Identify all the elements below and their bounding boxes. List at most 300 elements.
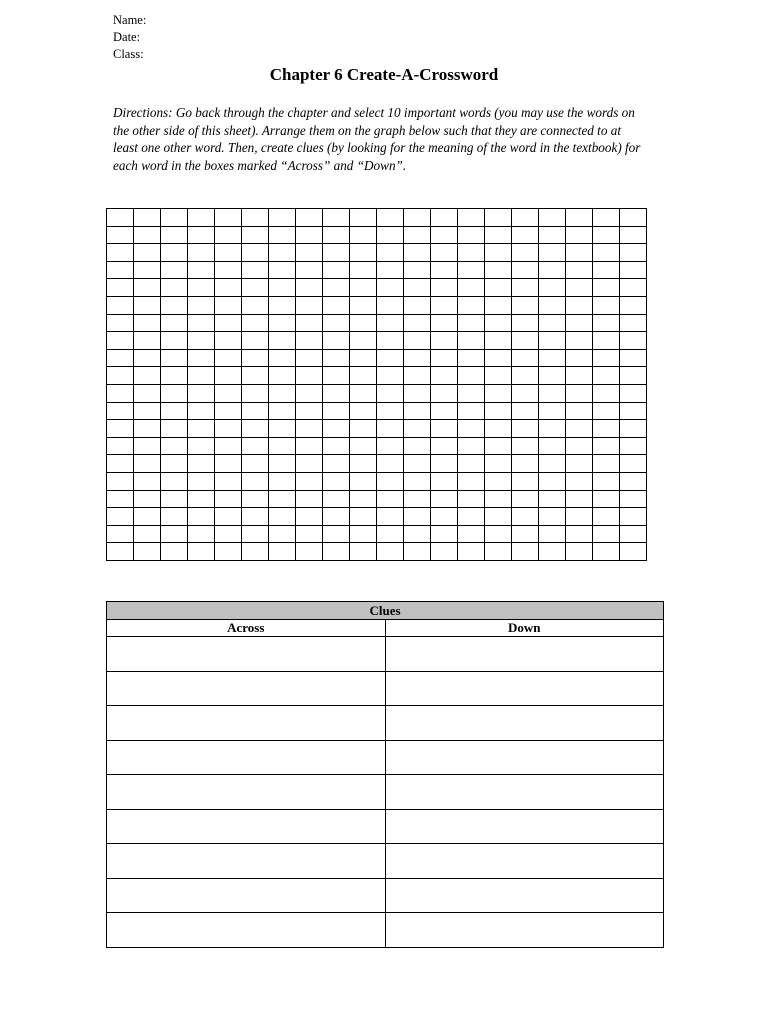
grid-cell[interactable] [350, 402, 377, 420]
grid-cell[interactable] [269, 332, 296, 350]
grid-cell[interactable] [188, 384, 215, 402]
grid-cell[interactable] [134, 420, 161, 438]
grid-cell[interactable] [215, 226, 242, 244]
grid-cell[interactable] [431, 490, 458, 508]
grid-cell[interactable] [242, 226, 269, 244]
grid-cell[interactable] [458, 349, 485, 367]
grid-cell[interactable] [107, 420, 134, 438]
grid-cell[interactable] [188, 296, 215, 314]
grid-cell[interactable] [215, 279, 242, 297]
grid-cell[interactable] [620, 367, 647, 385]
grid-cell[interactable] [485, 437, 512, 455]
grid-cell[interactable] [539, 279, 566, 297]
grid-cell[interactable] [242, 244, 269, 262]
grid-cell[interactable] [377, 490, 404, 508]
grid-cell[interactable] [485, 455, 512, 473]
grid-cell[interactable] [458, 332, 485, 350]
grid-cell[interactable] [458, 472, 485, 490]
grid-cell[interactable] [242, 314, 269, 332]
down-clue-cell[interactable] [385, 637, 664, 672]
grid-cell[interactable] [512, 490, 539, 508]
grid-cell[interactable] [377, 525, 404, 543]
grid-cell[interactable] [620, 314, 647, 332]
grid-cell[interactable] [404, 367, 431, 385]
grid-cell[interactable] [458, 420, 485, 438]
grid-cell[interactable] [107, 437, 134, 455]
across-clue-cell[interactable] [107, 809, 386, 844]
grid-cell[interactable] [188, 420, 215, 438]
grid-cell[interactable] [539, 226, 566, 244]
down-clue-cell[interactable] [385, 740, 664, 775]
grid-cell[interactable] [107, 279, 134, 297]
grid-cell[interactable] [188, 472, 215, 490]
grid-cell[interactable] [296, 543, 323, 561]
grid-cell[interactable] [323, 543, 350, 561]
grid-cell[interactable] [620, 543, 647, 561]
grid-cell[interactable] [296, 261, 323, 279]
grid-cell[interactable] [404, 279, 431, 297]
down-clue-cell[interactable] [385, 809, 664, 844]
grid-cell[interactable] [404, 525, 431, 543]
grid-cell[interactable] [161, 472, 188, 490]
grid-cell[interactable] [323, 455, 350, 473]
grid-cell[interactable] [377, 314, 404, 332]
grid-cell[interactable] [134, 437, 161, 455]
grid-cell[interactable] [458, 226, 485, 244]
grid-cell[interactable] [134, 349, 161, 367]
grid-cell[interactable] [188, 261, 215, 279]
grid-cell[interactable] [566, 455, 593, 473]
grid-cell[interactable] [377, 367, 404, 385]
grid-cell[interactable] [620, 384, 647, 402]
grid-cell[interactable] [593, 279, 620, 297]
grid-cell[interactable] [620, 420, 647, 438]
grid-cell[interactable] [323, 367, 350, 385]
grid-cell[interactable] [188, 455, 215, 473]
grid-cell[interactable] [620, 296, 647, 314]
grid-cell[interactable] [620, 244, 647, 262]
grid-cell[interactable] [161, 314, 188, 332]
grid-cell[interactable] [161, 226, 188, 244]
grid-cell[interactable] [485, 279, 512, 297]
grid-cell[interactable] [431, 367, 458, 385]
grid-cell[interactable] [458, 384, 485, 402]
grid-cell[interactable] [134, 472, 161, 490]
grid-cell[interactable] [323, 332, 350, 350]
grid-cell[interactable] [485, 543, 512, 561]
grid-cell[interactable] [188, 490, 215, 508]
grid-cell[interactable] [512, 437, 539, 455]
grid-cell[interactable] [323, 279, 350, 297]
grid-cell[interactable] [161, 209, 188, 227]
grid-cell[interactable] [323, 472, 350, 490]
grid-cell[interactable] [161, 437, 188, 455]
grid-cell[interactable] [215, 296, 242, 314]
grid-cell[interactable] [350, 296, 377, 314]
grid-cell[interactable] [323, 402, 350, 420]
grid-cell[interactable] [593, 437, 620, 455]
grid-cell[interactable] [593, 402, 620, 420]
grid-cell[interactable] [566, 261, 593, 279]
grid-cell[interactable] [431, 244, 458, 262]
grid-cell[interactable] [431, 209, 458, 227]
grid-cell[interactable] [539, 384, 566, 402]
grid-cell[interactable] [269, 543, 296, 561]
grid-cell[interactable] [620, 349, 647, 367]
grid-cell[interactable] [593, 332, 620, 350]
across-clue-cell[interactable] [107, 878, 386, 913]
grid-cell[interactable] [296, 367, 323, 385]
grid-cell[interactable] [350, 261, 377, 279]
grid-cell[interactable] [161, 332, 188, 350]
grid-cell[interactable] [269, 508, 296, 526]
grid-cell[interactable] [215, 508, 242, 526]
grid-cell[interactable] [620, 402, 647, 420]
grid-cell[interactable] [161, 490, 188, 508]
grid-cell[interactable] [134, 402, 161, 420]
grid-cell[interactable] [404, 543, 431, 561]
grid-cell[interactable] [323, 244, 350, 262]
grid-cell[interactable] [107, 525, 134, 543]
grid-cell[interactable] [377, 420, 404, 438]
grid-cell[interactable] [350, 279, 377, 297]
grid-cell[interactable] [188, 525, 215, 543]
grid-cell[interactable] [458, 437, 485, 455]
across-clue-cell[interactable] [107, 913, 386, 948]
grid-cell[interactable] [566, 543, 593, 561]
grid-cell[interactable] [323, 508, 350, 526]
grid-cell[interactable] [134, 314, 161, 332]
grid-cell[interactable] [215, 244, 242, 262]
grid-cell[interactable] [161, 261, 188, 279]
grid-cell[interactable] [269, 226, 296, 244]
grid-cell[interactable] [485, 226, 512, 244]
grid-cell[interactable] [620, 437, 647, 455]
grid-cell[interactable] [296, 455, 323, 473]
grid-cell[interactable] [458, 508, 485, 526]
grid-cell[interactable] [296, 525, 323, 543]
grid-cell[interactable] [188, 332, 215, 350]
grid-cell[interactable] [107, 296, 134, 314]
grid-cell[interactable] [134, 367, 161, 385]
grid-cell[interactable] [620, 332, 647, 350]
grid-cell[interactable] [404, 402, 431, 420]
grid-cell[interactable] [377, 349, 404, 367]
grid-cell[interactable] [458, 367, 485, 385]
grid-cell[interactable] [215, 332, 242, 350]
grid-cell[interactable] [431, 525, 458, 543]
grid-cell[interactable] [458, 209, 485, 227]
grid-cell[interactable] [188, 543, 215, 561]
grid-cell[interactable] [242, 490, 269, 508]
grid-cell[interactable] [620, 472, 647, 490]
grid-cell[interactable] [323, 261, 350, 279]
grid-cell[interactable] [566, 472, 593, 490]
grid-cell[interactable] [350, 314, 377, 332]
grid-cell[interactable] [242, 332, 269, 350]
grid-cell[interactable] [512, 508, 539, 526]
grid-cell[interactable] [350, 437, 377, 455]
grid-cell[interactable] [242, 296, 269, 314]
grid-cell[interactable] [296, 209, 323, 227]
grid-cell[interactable] [269, 384, 296, 402]
grid-cell[interactable] [134, 226, 161, 244]
grid-cell[interactable] [512, 314, 539, 332]
grid-cell[interactable] [539, 209, 566, 227]
grid-cell[interactable] [269, 296, 296, 314]
grid-cell[interactable] [188, 209, 215, 227]
grid-cell[interactable] [593, 261, 620, 279]
grid-cell[interactable] [242, 420, 269, 438]
grid-cell[interactable] [269, 261, 296, 279]
down-clue-cell[interactable] [385, 706, 664, 741]
grid-cell[interactable] [431, 226, 458, 244]
grid-cell[interactable] [377, 455, 404, 473]
grid-cell[interactable] [404, 420, 431, 438]
grid-cell[interactable] [404, 508, 431, 526]
grid-cell[interactable] [215, 437, 242, 455]
grid-cell[interactable] [593, 367, 620, 385]
grid-cell[interactable] [593, 472, 620, 490]
grid-cell[interactable] [188, 367, 215, 385]
grid-cell[interactable] [539, 261, 566, 279]
grid-cell[interactable] [539, 314, 566, 332]
grid-cell[interactable] [377, 543, 404, 561]
grid-cell[interactable] [539, 543, 566, 561]
grid-cell[interactable] [620, 455, 647, 473]
grid-cell[interactable] [296, 296, 323, 314]
grid-cell[interactable] [404, 244, 431, 262]
across-clue-cell[interactable] [107, 706, 386, 741]
grid-cell[interactable] [620, 508, 647, 526]
grid-cell[interactable] [242, 437, 269, 455]
grid-cell[interactable] [269, 490, 296, 508]
grid-cell[interactable] [593, 508, 620, 526]
grid-cell[interactable] [485, 384, 512, 402]
grid-cell[interactable] [242, 349, 269, 367]
grid-cell[interactable] [107, 490, 134, 508]
grid-cell[interactable] [566, 244, 593, 262]
grid-cell[interactable] [242, 508, 269, 526]
grid-cell[interactable] [107, 314, 134, 332]
grid-cell[interactable] [296, 314, 323, 332]
grid-cell[interactable] [242, 279, 269, 297]
grid-cell[interactable] [404, 226, 431, 244]
grid-cell[interactable] [134, 455, 161, 473]
grid-cell[interactable] [512, 384, 539, 402]
grid-cell[interactable] [593, 384, 620, 402]
grid-cell[interactable] [431, 296, 458, 314]
grid-cell[interactable] [377, 332, 404, 350]
grid-cell[interactable] [485, 244, 512, 262]
grid-cell[interactable] [566, 349, 593, 367]
grid-cell[interactable] [620, 226, 647, 244]
across-clue-cell[interactable] [107, 637, 386, 672]
grid-cell[interactable] [485, 525, 512, 543]
grid-cell[interactable] [593, 209, 620, 227]
grid-cell[interactable] [566, 209, 593, 227]
grid-cell[interactable] [377, 384, 404, 402]
grid-cell[interactable] [296, 402, 323, 420]
grid-cell[interactable] [188, 437, 215, 455]
grid-cell[interactable] [350, 349, 377, 367]
grid-cell[interactable] [161, 543, 188, 561]
grid-cell[interactable] [269, 279, 296, 297]
grid-cell[interactable] [458, 314, 485, 332]
grid-cell[interactable] [323, 384, 350, 402]
grid-cell[interactable] [404, 472, 431, 490]
grid-cell[interactable] [377, 279, 404, 297]
grid-cell[interactable] [485, 490, 512, 508]
grid-cell[interactable] [620, 209, 647, 227]
grid-cell[interactable] [485, 349, 512, 367]
grid-cell[interactable] [107, 261, 134, 279]
grid-cell[interactable] [539, 349, 566, 367]
grid-cell[interactable] [107, 209, 134, 227]
grid-cell[interactable] [539, 296, 566, 314]
grid-cell[interactable] [593, 543, 620, 561]
grid-cell[interactable] [458, 279, 485, 297]
grid-cell[interactable] [512, 261, 539, 279]
grid-cell[interactable] [323, 437, 350, 455]
grid-cell[interactable] [431, 314, 458, 332]
grid-cell[interactable] [512, 244, 539, 262]
grid-cell[interactable] [215, 525, 242, 543]
grid-cell[interactable] [134, 543, 161, 561]
grid-cell[interactable] [566, 367, 593, 385]
grid-cell[interactable] [404, 490, 431, 508]
grid-cell[interactable] [539, 525, 566, 543]
grid-cell[interactable] [161, 296, 188, 314]
grid-cell[interactable] [107, 508, 134, 526]
grid-cell[interactable] [512, 209, 539, 227]
grid-cell[interactable] [215, 420, 242, 438]
grid-cell[interactable] [350, 525, 377, 543]
grid-cell[interactable] [269, 455, 296, 473]
grid-cell[interactable] [242, 209, 269, 227]
grid-cell[interactable] [107, 367, 134, 385]
grid-cell[interactable] [485, 402, 512, 420]
grid-cell[interactable] [323, 490, 350, 508]
grid-cell[interactable] [566, 437, 593, 455]
grid-cell[interactable] [620, 525, 647, 543]
across-clue-cell[interactable] [107, 775, 386, 810]
grid-cell[interactable] [485, 314, 512, 332]
grid-cell[interactable] [377, 402, 404, 420]
grid-cell[interactable] [566, 525, 593, 543]
grid-cell[interactable] [134, 279, 161, 297]
grid-cell[interactable] [431, 279, 458, 297]
grid-cell[interactable] [512, 525, 539, 543]
grid-cell[interactable] [161, 420, 188, 438]
grid-cell[interactable] [242, 543, 269, 561]
grid-cell[interactable] [404, 209, 431, 227]
grid-cell[interactable] [566, 332, 593, 350]
down-clue-cell[interactable] [385, 844, 664, 879]
grid-cell[interactable] [161, 279, 188, 297]
grid-cell[interactable] [404, 437, 431, 455]
grid-cell[interactable] [107, 543, 134, 561]
grid-cell[interactable] [215, 209, 242, 227]
grid-cell[interactable] [296, 420, 323, 438]
grid-cell[interactable] [323, 296, 350, 314]
grid-cell[interactable] [215, 314, 242, 332]
grid-cell[interactable] [134, 490, 161, 508]
grid-cell[interactable] [404, 349, 431, 367]
down-clue-cell[interactable] [385, 775, 664, 810]
grid-cell[interactable] [593, 490, 620, 508]
grid-cell[interactable] [512, 226, 539, 244]
grid-cell[interactable] [404, 332, 431, 350]
grid-cell[interactable] [404, 314, 431, 332]
grid-cell[interactable] [350, 420, 377, 438]
grid-cell[interactable] [539, 244, 566, 262]
grid-cell[interactable] [539, 508, 566, 526]
grid-cell[interactable] [269, 349, 296, 367]
grid-cell[interactable] [512, 402, 539, 420]
grid-cell[interactable] [296, 244, 323, 262]
grid-cell[interactable] [431, 543, 458, 561]
grid-cell[interactable] [350, 455, 377, 473]
grid-cell[interactable] [377, 296, 404, 314]
grid-cell[interactable] [566, 279, 593, 297]
grid-cell[interactable] [431, 332, 458, 350]
grid-cell[interactable] [404, 384, 431, 402]
grid-cell[interactable] [296, 508, 323, 526]
grid-cell[interactable] [593, 244, 620, 262]
grid-cell[interactable] [296, 279, 323, 297]
grid-cell[interactable] [620, 279, 647, 297]
grid-cell[interactable] [323, 226, 350, 244]
grid-cell[interactable] [377, 437, 404, 455]
grid-cell[interactable] [485, 420, 512, 438]
grid-cell[interactable] [242, 402, 269, 420]
grid-cell[interactable] [377, 244, 404, 262]
grid-cell[interactable] [566, 508, 593, 526]
grid-cell[interactable] [296, 472, 323, 490]
grid-cell[interactable] [539, 437, 566, 455]
grid-cell[interactable] [566, 296, 593, 314]
grid-cell[interactable] [242, 261, 269, 279]
grid-cell[interactable] [512, 367, 539, 385]
grid-cell[interactable] [215, 261, 242, 279]
grid-cell[interactable] [215, 543, 242, 561]
grid-cell[interactable] [620, 261, 647, 279]
grid-cell[interactable] [539, 490, 566, 508]
grid-cell[interactable] [593, 525, 620, 543]
grid-cell[interactable] [134, 209, 161, 227]
grid-cell[interactable] [431, 402, 458, 420]
grid-cell[interactable] [107, 244, 134, 262]
grid-cell[interactable] [458, 525, 485, 543]
grid-cell[interactable] [485, 472, 512, 490]
grid-cell[interactable] [107, 226, 134, 244]
grid-cell[interactable] [296, 384, 323, 402]
grid-cell[interactable] [593, 226, 620, 244]
grid-cell[interactable] [377, 508, 404, 526]
grid-cell[interactable] [458, 402, 485, 420]
grid-cell[interactable] [161, 402, 188, 420]
grid-cell[interactable] [593, 314, 620, 332]
grid-cell[interactable] [485, 209, 512, 227]
grid-cell[interactable] [377, 209, 404, 227]
grid-cell[interactable] [512, 472, 539, 490]
grid-cell[interactable] [539, 332, 566, 350]
grid-cell[interactable] [107, 472, 134, 490]
grid-cell[interactable] [431, 472, 458, 490]
grid-cell[interactable] [539, 367, 566, 385]
grid-cell[interactable] [539, 455, 566, 473]
